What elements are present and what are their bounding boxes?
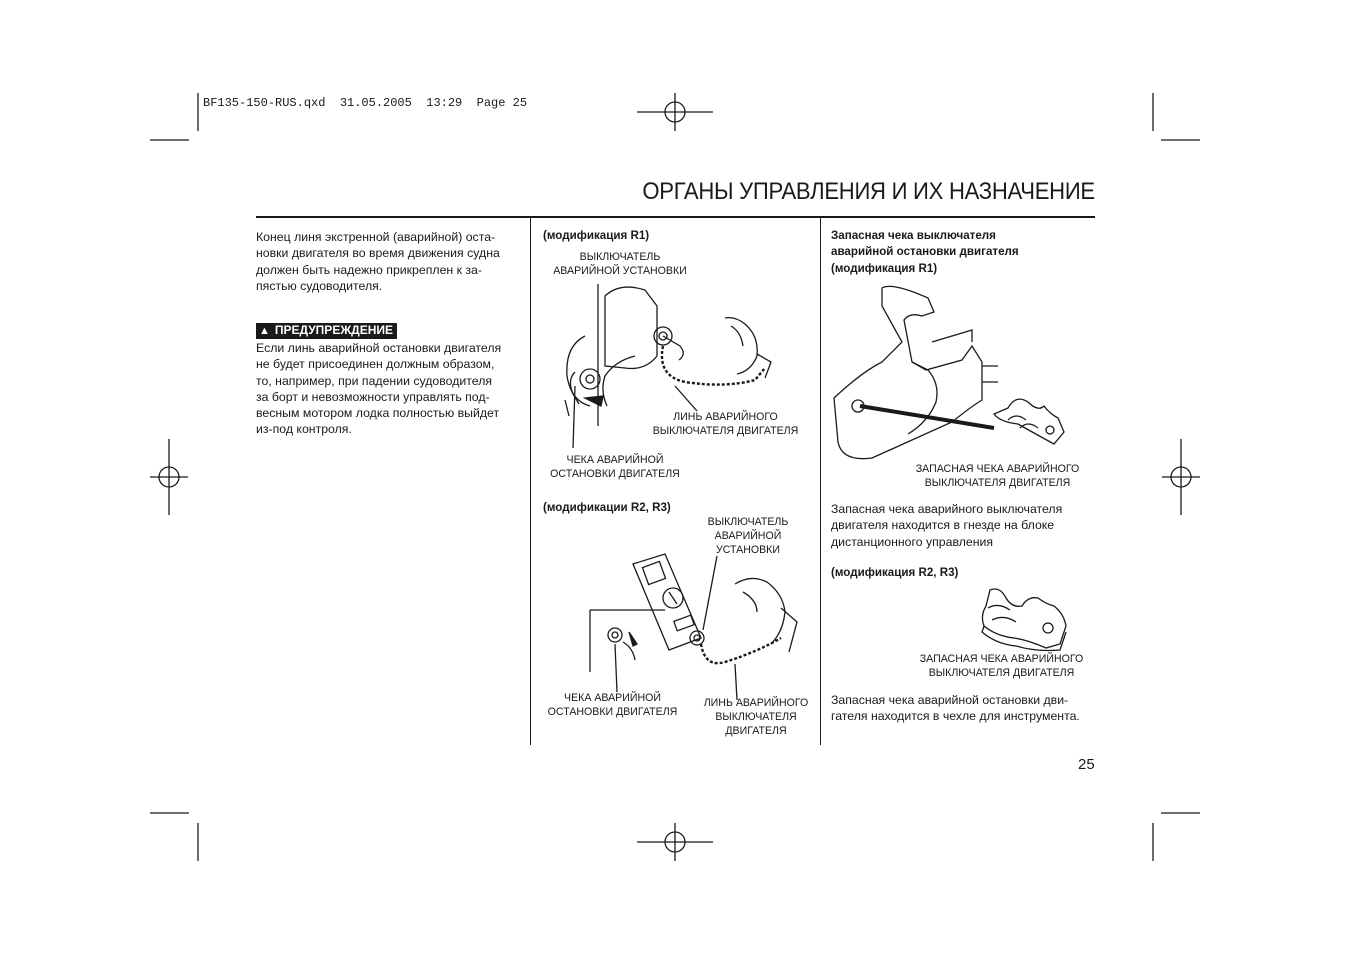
spare-r1-heading: Запасная чека выключателя аварийной остановки двигателя (модификация R1) (831, 229, 1019, 275)
r1-switch-label: ВЫКЛЮЧАТЕЛЬ АВАРИЙНОЙ УСТАНОВКИ (553, 251, 687, 277)
r23-lanyard-label: ЛИНЬ АВАРИЙНОГО ВЫКЛЮЧАТЕЛЯ ДВИГАТЕЛЯ (703, 697, 809, 737)
title-rule (256, 216, 1095, 218)
file-slug: BF135-150-RUS.qxd 31.05.2005 13:29 Page 25 (203, 96, 528, 110)
warning-label: ▲ ПРЕДУПРЕЖДЕНИЕ (256, 323, 397, 339)
column-divider-1 (530, 218, 531, 745)
intro-paragraph: Конец линя экстренной (аварийной) оста- новки двигателя во время движения судна должен быть надежно прикреплен к за- пястью судоводителя. (256, 230, 500, 293)
r1-clip-label: ЧЕКА АВАРИЙНОЙ ОСТАНОВКИ ДВИГАТЕЛЯ (550, 454, 680, 480)
r23-heading: (модификации R2, R3) (543, 501, 671, 514)
column-divider-2 (820, 218, 821, 745)
spare-clip-r1-illustration (832, 282, 1072, 462)
r1-heading: (модификация R1) (543, 229, 650, 242)
spare-r23-caption: ЗАПАСНАЯ ЧЕКА АВАРИЙНОГО ВЫКЛЮЧАТЕЛЯ ДВИГАТЕЛЯ (919, 653, 1084, 679)
spare-r23-text: Запасная чека аварийной остановки дви- гателя находится в чехле для инструмента. (831, 693, 1080, 724)
spare-r1-caption: ЗАПАСНАЯ ЧЕКА АВАРИЙНОГО ВЫКЛЮЧАТЕЛЯ ДВИГАТЕЛЯ (915, 463, 1080, 489)
spare-r1-text: Запасная чека аварийного выключателя двигателя находится в гнезде на блоке дистанционного управления (831, 502, 1063, 549)
spare-r23-heading: (модификация R2, R3) (831, 566, 959, 579)
r23-switch-label: ВЫКЛЮЧАТЕЛЬ АВАРИЙНОЙ УСТАНОВКИ (707, 516, 789, 556)
r23-clip-label: ЧЕКА АВАРИЙНОЙ ОСТАНОВКИ ДВИГАТЕЛЯ (547, 692, 678, 718)
warning-icon: ▲ (259, 325, 270, 337)
r23-stop-switch-illustration (585, 552, 805, 692)
warning-paragraph: Если линь аварийной остановки двигателя не будет присоединен должным образом, то, например, при падении судоводителя за борт и невозможности управлять под- весным мотором лодка полностью выйдет из-под контроля. (256, 341, 502, 437)
spare-clip-r23-illustration (976, 586, 1076, 656)
page-number: 25 (1078, 756, 1095, 773)
r1-lanyard-label: ЛИНЬ АВАРИЙНОГО ВЫКЛЮЧАТЕЛЯ ДВИГАТЕЛЯ (652, 411, 799, 437)
page-title: ОРГАНЫ УПРАВЛЕНИЯ И ИХ НАЗНАЧЕНИЕ (642, 178, 1095, 205)
